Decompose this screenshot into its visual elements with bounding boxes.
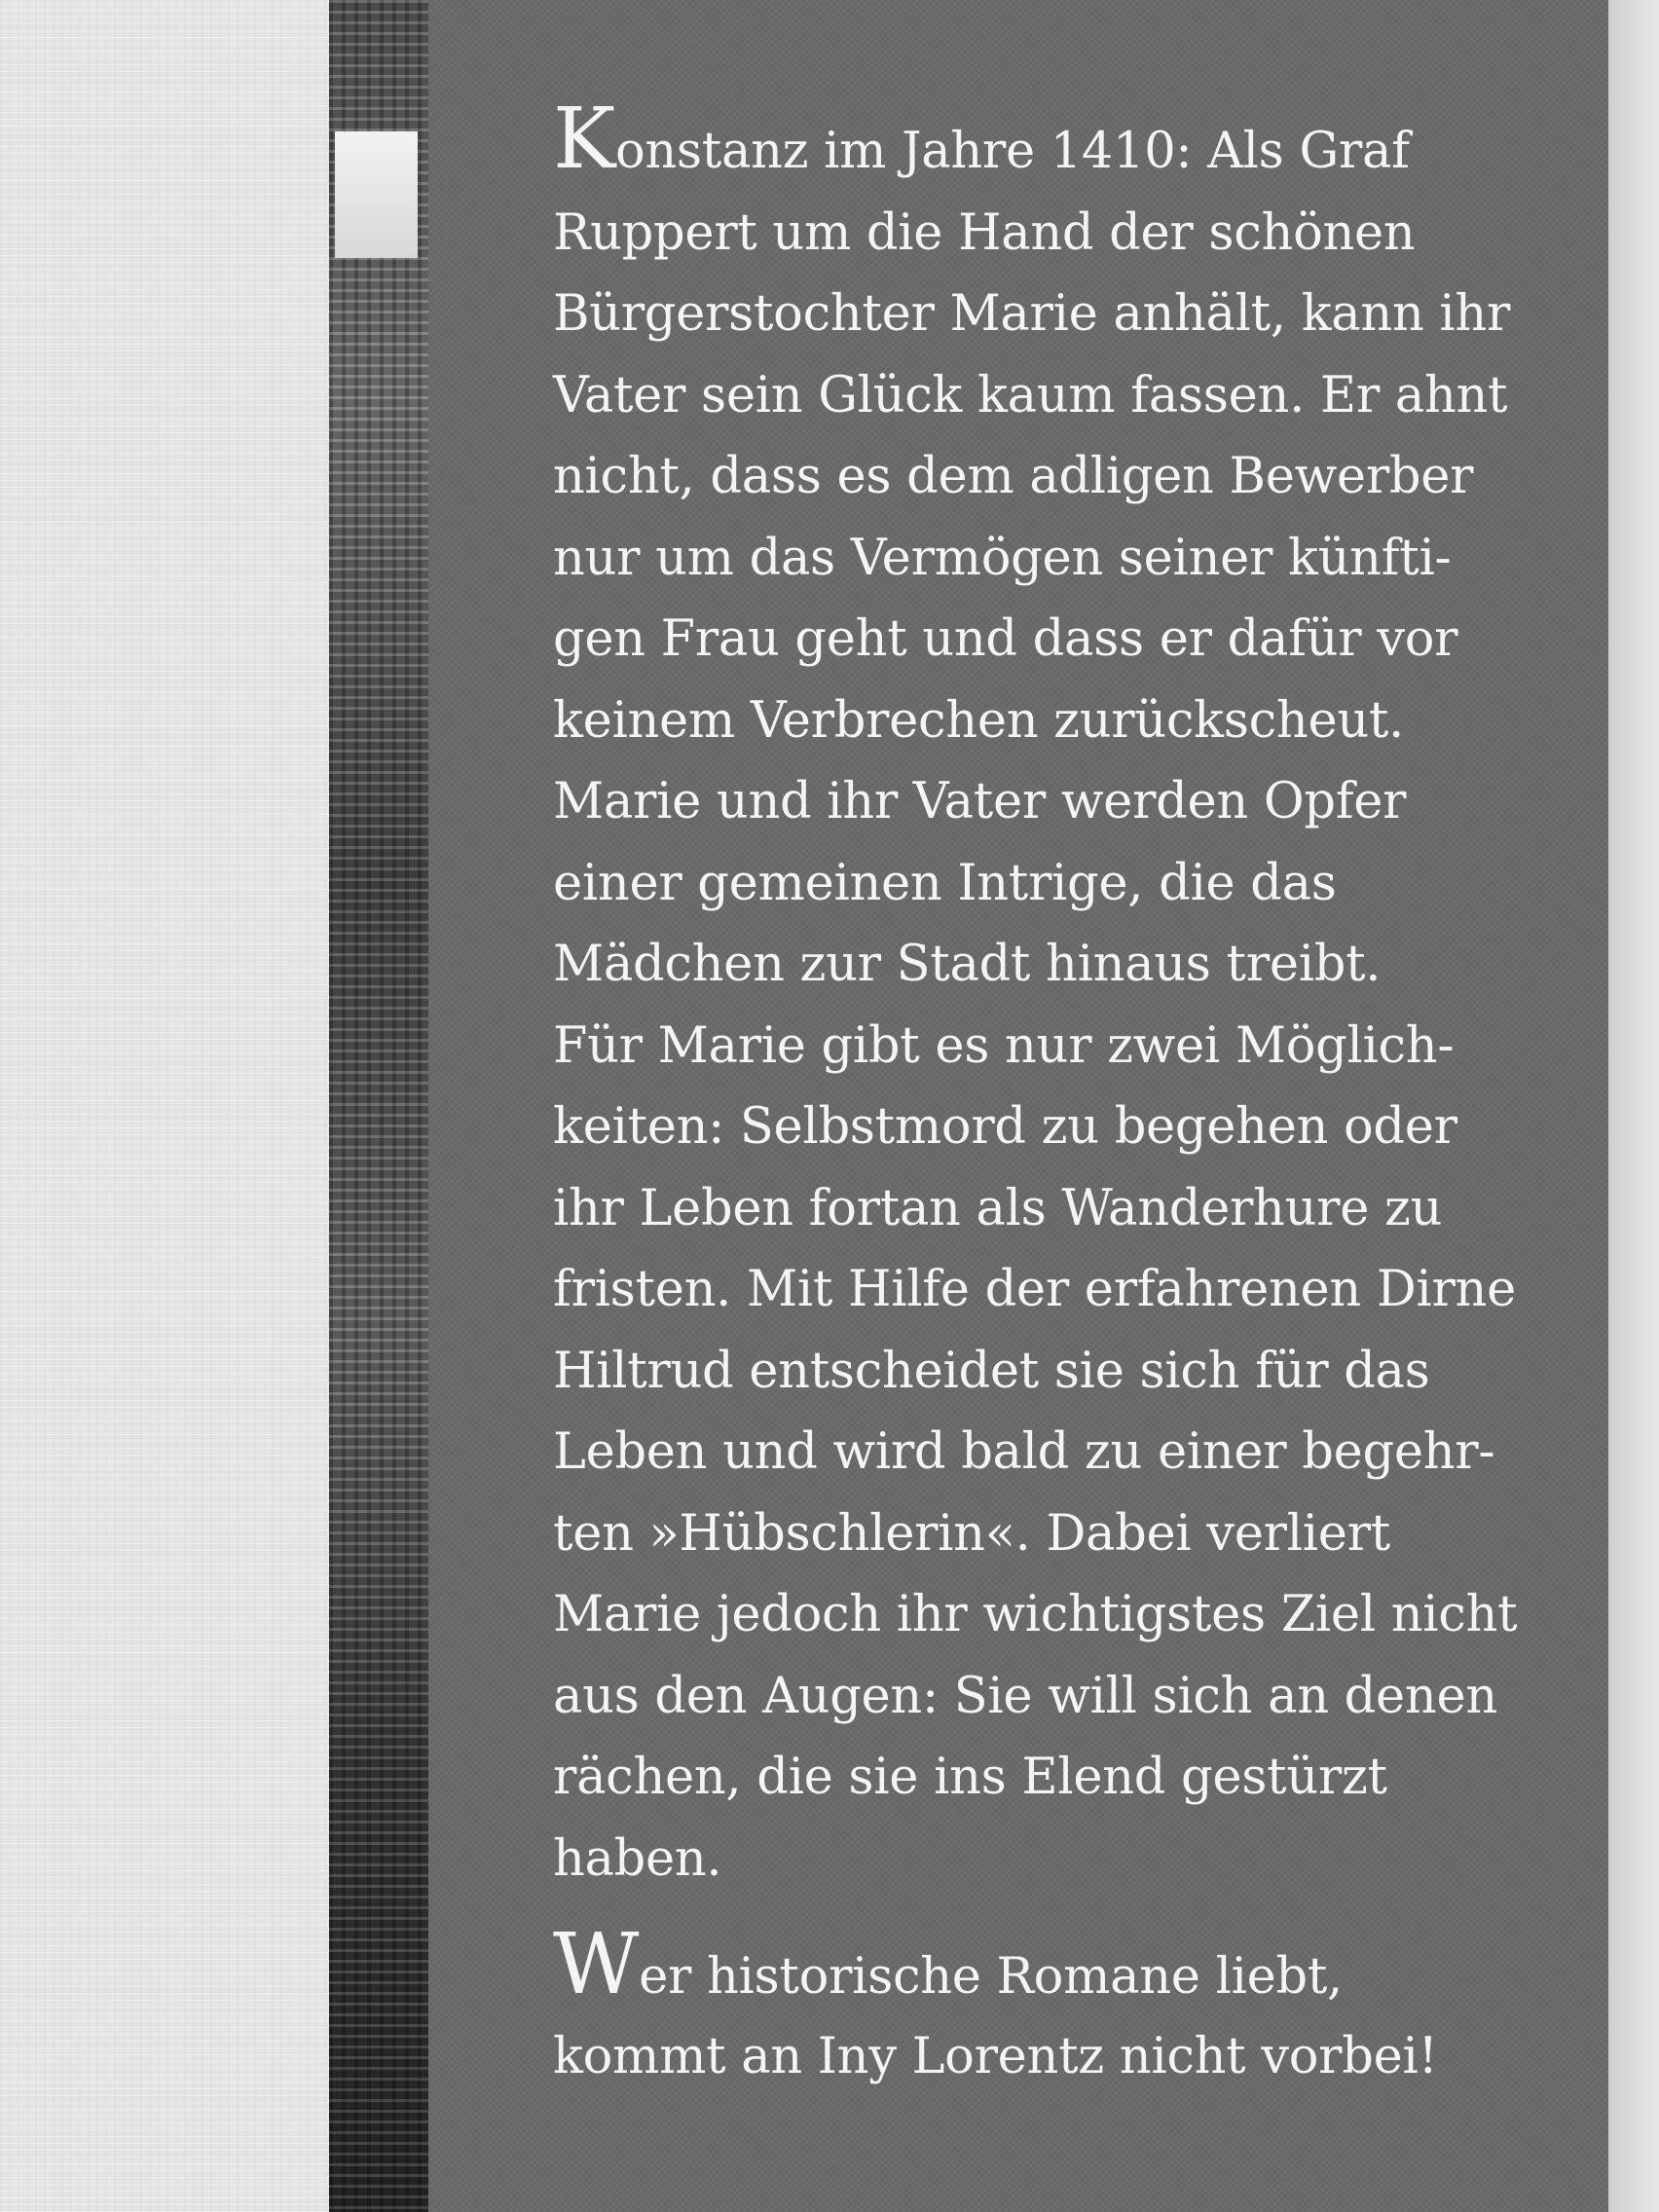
closing-line-first — [553, 1916, 1585, 2017]
blurb-line: Bürgerstochter Marie anhält, kann ihr — [553, 285, 1511, 343]
blurb-line: Marie jedoch ihr wichtigstes Ziel nicht — [553, 1586, 1518, 1643]
closing-line-second: kommt an Iny Lorentz nicht vorbei! — [553, 2028, 1438, 2085]
blurb-line: nur um das Vermögen seiner künfti- — [553, 529, 1452, 587]
blurb-line: Ruppert um die Hand der schönen — [553, 203, 1416, 262]
blurb-line: nicht, dass es dem adligen Bewerber — [553, 448, 1474, 505]
blurb-line: gen Frau geht und dass er dafür vor — [553, 610, 1458, 668]
closing-line-first-rest: er historische Romane liebt, — [639, 1948, 1343, 2006]
cover-image-strip — [329, 0, 428, 2212]
closing-tagline — [553, 1916, 1585, 2097]
blurb-line-first — [553, 91, 1585, 193]
blurb-line: fristen. Mit Hilfe der erfahrenen Dirne — [553, 1261, 1516, 1318]
blurb-line: aus den Augen: Sie will sich an denen — [553, 1667, 1497, 1725]
blurb-line: Vater sein Glück kaum fassen. Er ahnt — [553, 366, 1508, 424]
drop-cap: K — [553, 91, 615, 188]
blurb-line: haben. — [553, 1829, 722, 1888]
blurb-line: Marie und ihr Vater werden Opfer — [553, 773, 1407, 830]
blurb-line: keiten: Selbstmord zu begehen oder — [553, 1098, 1457, 1156]
blurb-line: ten »Hübschlerin«. Dabei verliert — [553, 1504, 1390, 1563]
blurb-line: einer gemeinen Intrige, die das — [553, 854, 1337, 912]
blurb-line: Für Marie gibt es nur zwei Möglich- — [553, 1016, 1455, 1075]
blurb-line: rächen, die sie ins Elend gestürzt — [553, 1749, 1387, 1806]
blurb-line: Hiltrud entscheidet sie sich für das — [553, 1342, 1430, 1400]
blurb-line: keinem Verbrechen zurückscheut. — [553, 691, 1404, 750]
page-edge — [1608, 0, 1659, 2212]
blurb-line-first-rest: onstanz im Jahre 1410: Als Graf — [614, 123, 1410, 180]
blurb-line: Leben und wird bald zu einer begehr- — [553, 1423, 1495, 1481]
blurb-line: Mädchen zur Stadt hinaus treibt. — [553, 936, 1382, 993]
drop-cap: W — [553, 1916, 640, 2013]
cover-image-highlight — [335, 131, 418, 258]
blurb-text — [553, 91, 1585, 1899]
blurb-line: ihr Leben fortan als Wanderhure zu — [553, 1179, 1443, 1237]
